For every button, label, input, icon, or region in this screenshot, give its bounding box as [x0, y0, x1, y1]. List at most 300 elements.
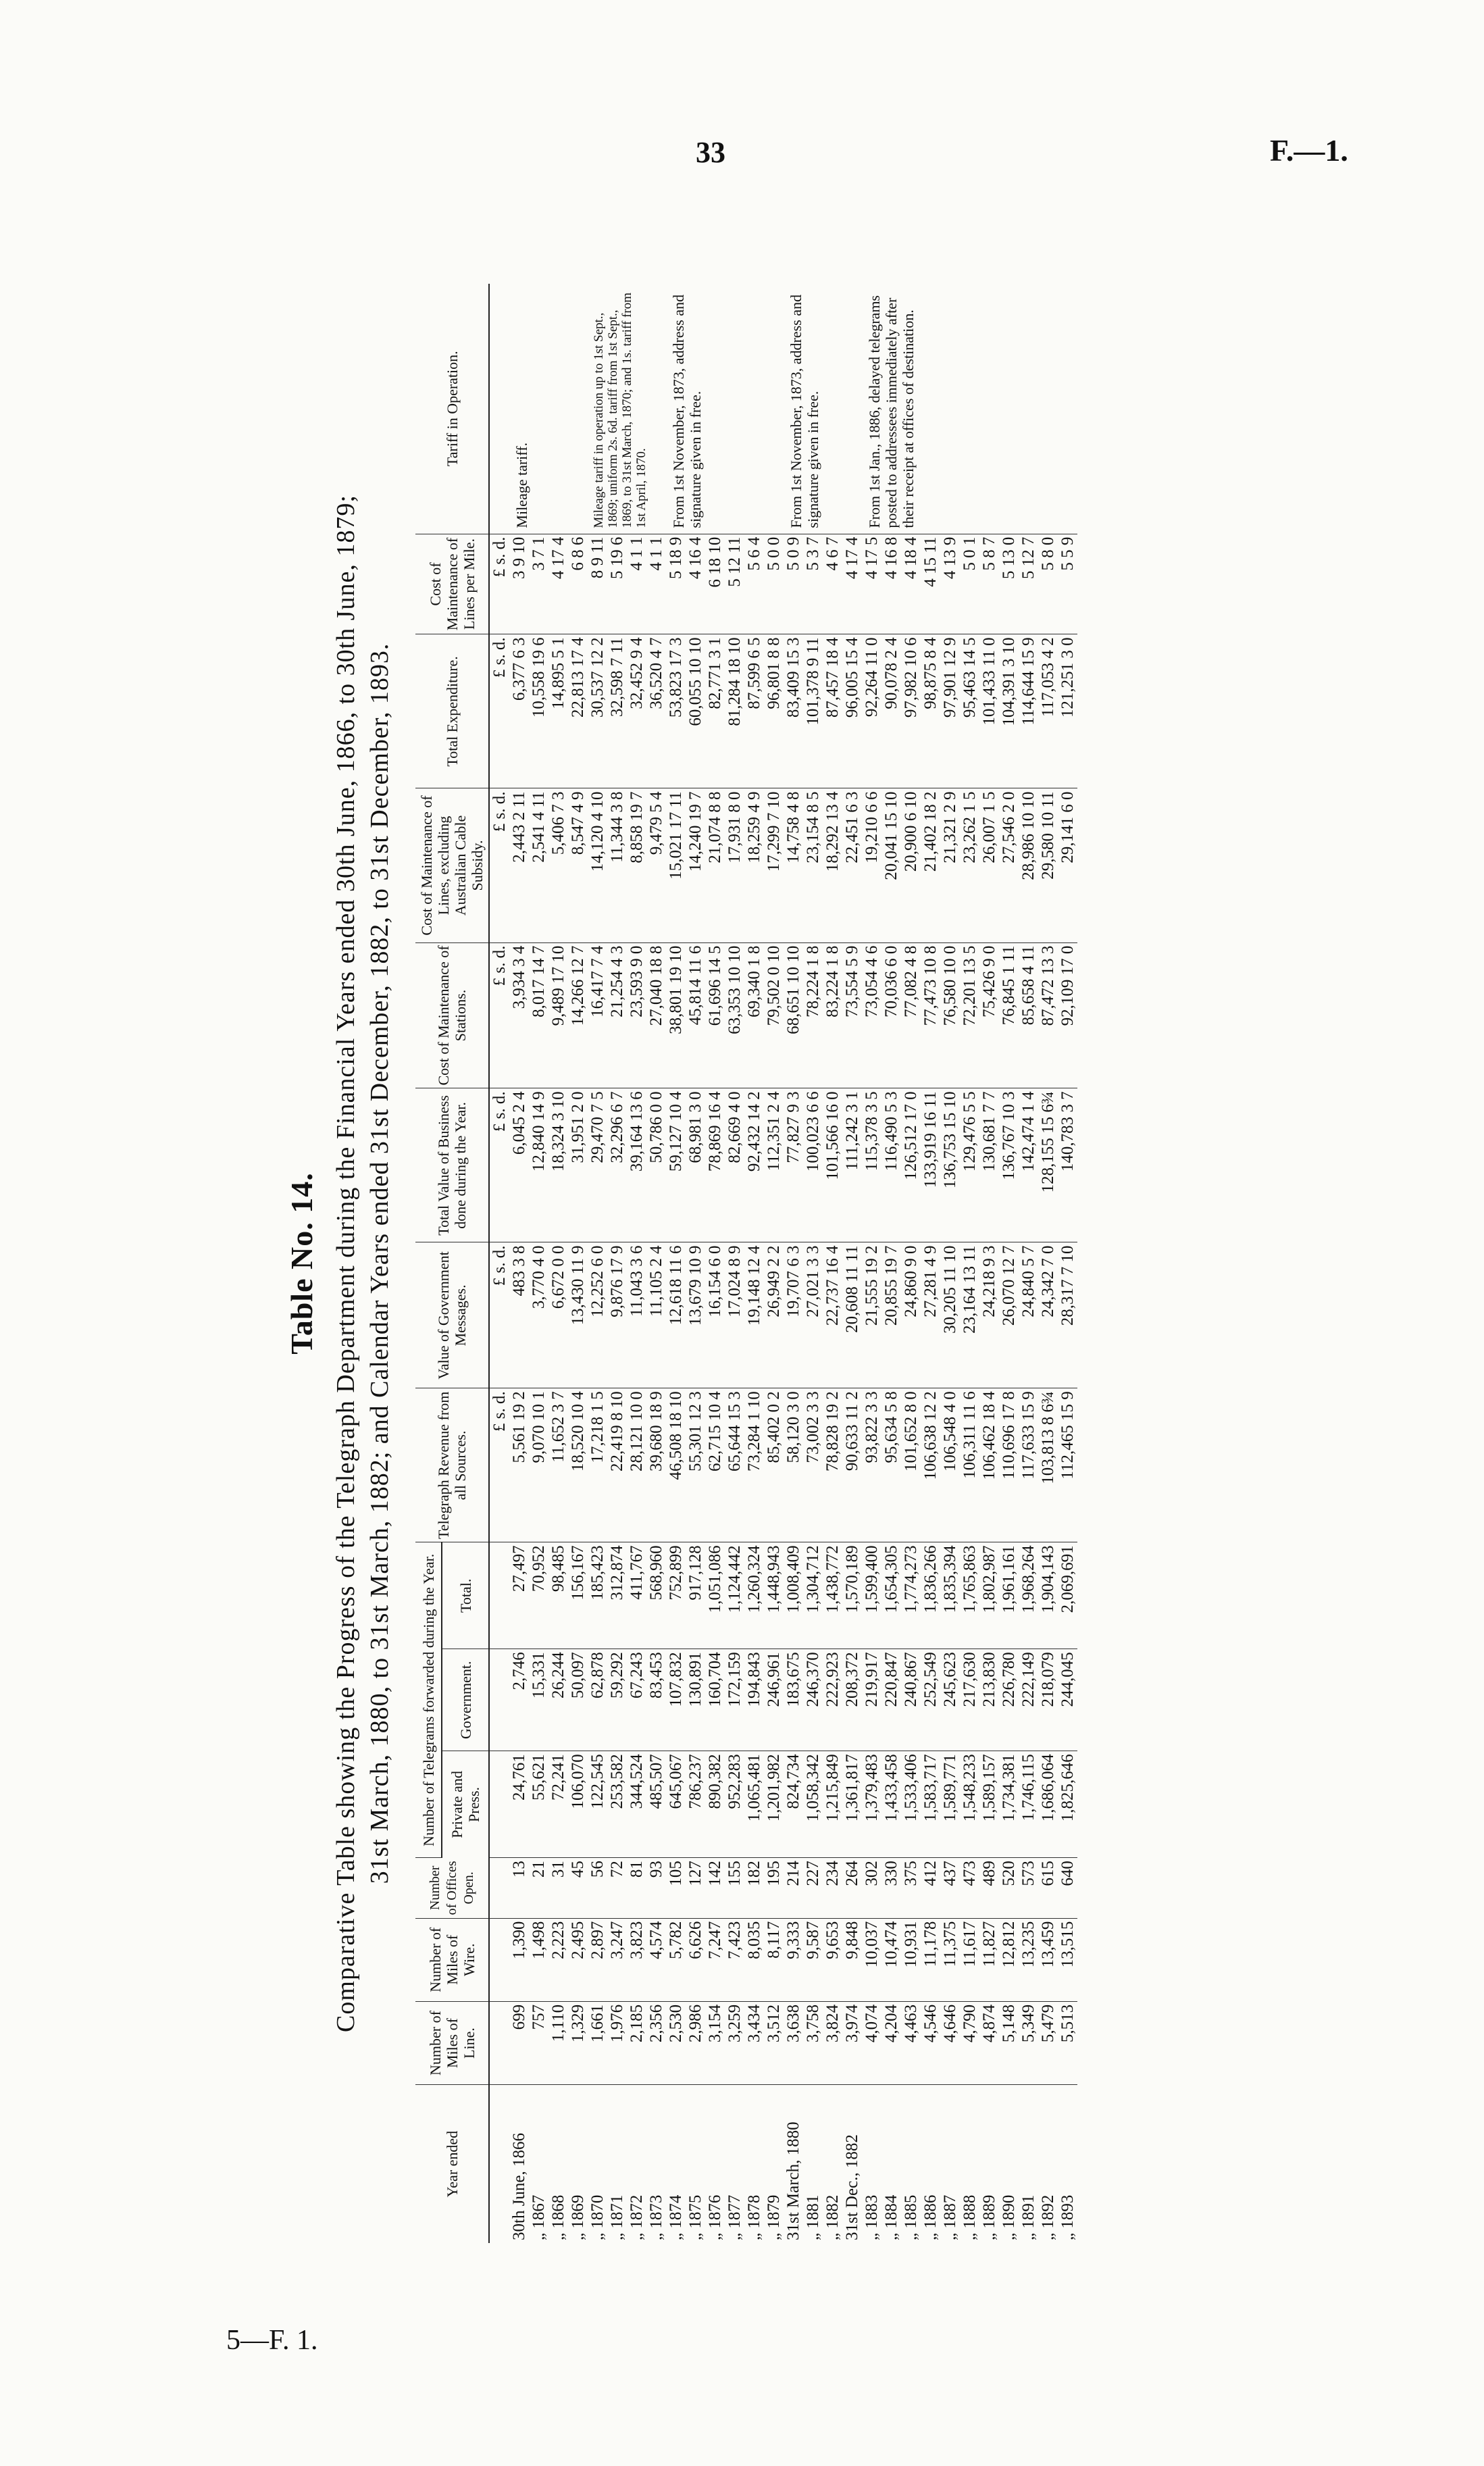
cell-government-messages: 27,281 4 9 [921, 1242, 940, 1388]
cell-government: 15,331 [529, 1649, 548, 1751]
cell-maintenance-stations: 38,801 19 10 [666, 942, 686, 1088]
cell-total-expenditure: 95,463 14 5 [960, 634, 979, 788]
cell-miles-of-line: 2,356 [646, 2001, 666, 2084]
cell-maintenance-lines: 17,299 7 10 [764, 788, 784, 942]
cell-business-value: 78,869 16 4 [705, 1088, 725, 1242]
cell-offices-open: 573 [1019, 1858, 1038, 1918]
cell-miles-of-line: 2,530 [666, 2001, 686, 2084]
cell-miles-of-wire: 9,333 [784, 1918, 803, 2001]
cell-miles-of-wire: 9,653 [823, 1918, 842, 2001]
cell-miles-of-wire: 9,587 [803, 1918, 823, 2001]
cell-total: 1,802,987 [979, 1542, 999, 1649]
cell-business-value: 18,324 3 10 [548, 1088, 568, 1242]
cell-revenue: 73,284 1 10 [744, 1388, 764, 1542]
cell-revenue: 78,828 19 2 [823, 1388, 842, 1542]
cell-miles-of-wire: 2,897 [588, 1918, 607, 2001]
cell-business-value: 59,127 10 4 [666, 1088, 686, 1242]
units-empty-cell [489, 1858, 509, 1918]
units-row [489, 284, 509, 2243]
header-total: Total. [442, 1542, 489, 1649]
cell-business-value: 50,786 0 0 [646, 1088, 666, 1242]
cell-private-press: 1,686,064 [1038, 1751, 1058, 1858]
cell-cost-per-mile: 5 8 0 [1038, 534, 1058, 634]
table-row [823, 284, 842, 2243]
cell-maintenance-stations: 23,593 9 0 [627, 942, 646, 1088]
cell-offices-open: 227 [803, 1858, 823, 1918]
cell-maintenance-stations: 61,696 14 5 [705, 942, 725, 1088]
cell-private-press: 1,361,817 [842, 1751, 862, 1858]
cell-government-messages: 13,430 11 9 [568, 1242, 588, 1388]
cell-private-press: 1,533,406 [901, 1751, 921, 1858]
cell-maintenance-lines: 21,321 2 9 [940, 788, 960, 942]
cell-year: „ 1877 [725, 2194, 744, 2240]
cell-government: 2,746 [509, 1649, 529, 1751]
cell-cost-per-mile: 4 6 7 [823, 534, 842, 634]
cell-private-press: 1,065,481 [744, 1751, 764, 1858]
table-row [509, 284, 529, 2243]
cell-revenue: 117,633 15 9 [1019, 1388, 1038, 1542]
cell-maintenance-lines: 21,402 18 2 [921, 788, 940, 942]
cell-government: 245,623 [940, 1649, 960, 1751]
cell-government: 67,243 [627, 1649, 646, 1751]
cell-total: 1,124,442 [725, 1542, 744, 1649]
cell-government-messages: 11,043 3 6 [627, 1242, 646, 1388]
cell-total: 156,167 [568, 1542, 588, 1649]
cell-total: 185,423 [588, 1542, 607, 1649]
cell-cost-per-mile: 5 0 9 [784, 534, 803, 634]
cell-offices-open: 93 [646, 1858, 666, 1918]
cell-government-messages: 483 3 8 [509, 1242, 529, 1388]
cell-cost-per-mile: 6 8 6 [568, 534, 588, 634]
cell-offices-open: 45 [568, 1858, 588, 1918]
cell-total: 1,570,189 [842, 1542, 862, 1649]
cell-business-value: 128,155 15 6¾ [1038, 1088, 1058, 1242]
cell-cost-per-mile: 5 5 9 [1058, 534, 1077, 634]
cell-private-press: 1,433,458 [881, 1751, 901, 1858]
cell-year: „ 1873 [647, 2194, 665, 2240]
table-row [764, 284, 784, 2243]
tariff-note: From 1st Jan., 1886, delayed telegrams posted to addressees immediately after their receipt at offices of destination. [866, 295, 917, 528]
cell-total-expenditure: 114,644 15 9 [1019, 634, 1038, 788]
cell-offices-open: 72 [607, 1858, 627, 1918]
cell-maintenance-stations: 63,353 10 10 [725, 942, 744, 1088]
cell-miles-of-line: 5,148 [999, 2001, 1019, 2084]
cell-miles-of-line: 4,646 [940, 2001, 960, 2084]
cell-maintenance-lines: 23,262 1 5 [960, 788, 979, 942]
cell-maintenance-lines: 2,541 4 11 [529, 788, 548, 942]
cell-government-messages: 20,855 19 7 [881, 1242, 901, 1388]
cell-government: 208,372 [842, 1649, 862, 1751]
cell-total-expenditure: 32,598 7 11 [607, 634, 627, 788]
cell-revenue: 106,311 11 6 [960, 1388, 979, 1542]
cell-miles-of-line: 3,512 [764, 2001, 784, 2084]
cell-private-press: 824,734 [784, 1751, 803, 1858]
cell-government-messages: 13,679 10 9 [686, 1242, 705, 1388]
cell-government: 222,923 [823, 1649, 842, 1751]
cell-total: 411,767 [627, 1542, 646, 1649]
cell-government: 59,292 [607, 1649, 627, 1751]
cell-cost-per-mile: 8 9 11 [588, 534, 607, 634]
cell-revenue: 101,652 8 0 [901, 1388, 921, 1542]
cell-government: 219,917 [862, 1649, 881, 1751]
cell-maintenance-stations: 70,036 6 0 [881, 942, 901, 1088]
cell-year: „ 1884 [882, 2194, 900, 2240]
cell-private-press: 1,589,157 [979, 1751, 999, 1858]
table-row [1038, 284, 1058, 2243]
cell-government-messages: 11,105 2 4 [646, 1242, 666, 1388]
cell-private-press: 1,379,483 [862, 1751, 881, 1858]
cell-revenue: 28,121 10 0 [627, 1388, 646, 1542]
units-empty-cell [489, 1918, 509, 2001]
cell-government: 213,830 [979, 1649, 999, 1751]
cell-business-value: 130,681 7 7 [979, 1088, 999, 1242]
cell-maintenance-lines: 23,154 8 5 [803, 788, 823, 942]
cell-total: 2,069,691 [1058, 1542, 1077, 1649]
header-government: Government. [442, 1649, 489, 1751]
cell-total-expenditure: 117,053 4 2 [1038, 634, 1058, 788]
cell-offices-open: 437 [940, 1858, 960, 1918]
header-year: Year ended [415, 2085, 489, 2243]
cell-miles-of-line: 4,074 [862, 2001, 881, 2084]
cell-government: 220,847 [881, 1649, 901, 1751]
cell-cost-per-mile: 4 1 1 [646, 534, 666, 634]
cell-private-press: 1,583,717 [921, 1751, 940, 1858]
cell-maintenance-lines: 11,344 3 8 [607, 788, 627, 942]
table-row [568, 284, 588, 2243]
table-row [803, 284, 823, 2243]
cell-total: 917,128 [686, 1542, 705, 1649]
footer-code: 5—F. 1. [226, 2325, 318, 2356]
units-empty-cell [489, 1649, 509, 1751]
cell-total: 1,968,264 [1019, 1542, 1038, 1649]
cell-miles-of-wire: 11,827 [979, 1918, 999, 2001]
cell-miles-of-wire: 13,235 [1019, 1918, 1038, 2001]
cell-government: 172,159 [725, 1649, 744, 1751]
cell-cost-per-mile: 5 19 6 [607, 534, 627, 634]
cell-miles-of-wire: 1,498 [529, 1918, 548, 2001]
cell-cost-per-mile: 5 6 4 [744, 534, 764, 634]
cell-total-expenditure: 60,055 10 10 [686, 634, 705, 788]
cell-revenue: 58,120 3 0 [784, 1388, 803, 1542]
table-row [548, 284, 568, 2243]
cell-miles-of-wire: 5,782 [666, 1918, 686, 2001]
cell-total: 98,485 [548, 1542, 568, 1649]
cell-offices-open: 195 [764, 1858, 784, 1918]
header-revenue: Telegraph Revenue from all Sources. [415, 1388, 489, 1542]
cell-year: „ 1892 [1039, 2194, 1057, 2240]
cell-business-value: 136,767 10 3 [999, 1088, 1019, 1242]
cell-cost-per-mile: 5 0 1 [960, 534, 979, 634]
cell-miles-of-wire: 2,223 [548, 1918, 568, 2001]
cell-miles-of-wire: 2,495 [568, 1918, 588, 2001]
cell-miles-of-line: 3,974 [842, 2001, 862, 2084]
cell-year: „ 1882 [823, 2194, 842, 2240]
cell-government-messages: 19,707 6 3 [784, 1242, 803, 1388]
cell-government: 218,079 [1038, 1649, 1058, 1751]
cell-government-messages: 12,252 6 0 [588, 1242, 607, 1388]
currency-unit-label: £ s. d. [489, 534, 509, 634]
cell-maintenance-stations: 77,082 4 8 [901, 942, 921, 1088]
cell-total: 1,008,409 [784, 1542, 803, 1649]
cell-tariff [784, 284, 862, 534]
cell-total: 568,960 [646, 1542, 666, 1649]
document-code: F.—1. [1270, 133, 1348, 168]
cell-maintenance-stations: 16,417 7 4 [588, 942, 607, 1088]
cell-maintenance-stations: 76,580 10 0 [940, 942, 960, 1088]
cell-offices-open: 56 [588, 1858, 607, 1918]
cell-year: „ 1889 [980, 2194, 998, 2240]
cell-government: 217,630 [960, 1649, 979, 1751]
units-empty-cell [489, 2001, 509, 2084]
cell-business-value: 68,981 3 0 [686, 1088, 705, 1242]
cell-miles-of-wire: 6,626 [686, 1918, 705, 2001]
cell-total: 1,835,394 [940, 1542, 960, 1649]
cell-government: 107,832 [666, 1649, 686, 1751]
cell-revenue: 93,822 3 3 [862, 1388, 881, 1542]
cell-business-value: 100,023 6 6 [803, 1088, 823, 1242]
cell-revenue: 18,520 10 4 [568, 1388, 588, 1542]
cell-government-messages: 20,608 11 11 [842, 1242, 862, 1388]
header-miles-of-line: Number of Miles of Line. [415, 2001, 489, 2084]
cell-private-press: 485,507 [646, 1751, 666, 1858]
cell-revenue: 62,715 10 4 [705, 1388, 725, 1542]
cell-total-expenditure: 104,391 3 10 [999, 634, 1019, 788]
cell-revenue: 106,462 18 4 [979, 1388, 999, 1542]
cell-government-messages: 9,876 17 9 [607, 1242, 627, 1388]
cell-government-messages: 27,021 3 3 [803, 1242, 823, 1388]
table-row [1019, 284, 1038, 2243]
cell-maintenance-lines: 22,451 6 3 [842, 788, 862, 942]
cell-tariff [666, 284, 784, 534]
cell-total: 1,304,712 [803, 1542, 823, 1649]
cell-government-messages: 3,770 4 0 [529, 1242, 548, 1388]
cell-maintenance-lines: 19,210 6 6 [862, 788, 881, 942]
currency-unit-label: £ s. d. [489, 1088, 509, 1242]
cell-government: 252,549 [921, 1649, 940, 1751]
cell-total: 1,599,400 [862, 1542, 881, 1649]
cell-government: 226,780 [999, 1649, 1019, 1751]
cell-government: 222,149 [1019, 1649, 1038, 1751]
units-empty-cell [489, 1751, 509, 1858]
cell-revenue: 106,638 12 2 [921, 1388, 940, 1542]
table-row [646, 284, 666, 2243]
table-row [842, 284, 862, 2243]
cell-government-messages: 24,342 7 0 [1038, 1242, 1058, 1388]
cell-offices-open: 473 [960, 1858, 979, 1918]
cell-business-value: 77,827 9 3 [784, 1088, 803, 1242]
table-row [901, 284, 921, 2243]
units-empty-cell [489, 284, 509, 534]
cell-business-value: 39,164 13 6 [627, 1088, 646, 1242]
cell-year: „ 1879 [765, 2194, 783, 2240]
cell-cost-per-mile: 3 9 10 [509, 534, 529, 634]
table-row [744, 284, 764, 2243]
currency-unit-label: £ s. d. [489, 788, 509, 942]
cell-miles-of-wire: 13,515 [1058, 1918, 1077, 2001]
cell-business-value: 32,296 6 7 [607, 1088, 627, 1242]
cell-maintenance-lines: 2,443 2 11 [509, 788, 529, 942]
cell-private-press: 344,524 [627, 1751, 646, 1858]
cell-total-expenditure: 87,599 6 5 [744, 634, 764, 788]
cell-government-messages: 6,672 0 0 [548, 1242, 568, 1388]
cell-private-press: 645,067 [666, 1751, 686, 1858]
cell-maintenance-lines: 14,240 19 7 [686, 788, 705, 942]
cell-year: „ 1871 [608, 2194, 626, 2240]
cell-business-value: 82,669 4 0 [725, 1088, 744, 1242]
cell-maintenance-stations: 27,040 18 8 [646, 942, 666, 1088]
cell-total-expenditure: 82,771 3 1 [705, 634, 725, 788]
cell-offices-open: 264 [842, 1858, 862, 1918]
cell-total-expenditure: 14,895 5 1 [548, 634, 568, 788]
cell-year: „ 1869 [569, 2194, 587, 2240]
cell-business-value: 112,351 2 4 [764, 1088, 784, 1242]
cell-offices-open: 155 [725, 1858, 744, 1918]
cell-total-expenditure: 98,875 8 4 [921, 634, 940, 788]
table-row [666, 284, 686, 2243]
cell-miles-of-wire: 11,375 [940, 1918, 960, 2001]
cell-maintenance-stations: 14,266 12 7 [568, 942, 588, 1088]
cell-private-press: 1,201,982 [764, 1751, 784, 1858]
cell-maintenance-stations: 21,254 4 3 [607, 942, 627, 1088]
cell-miles-of-wire: 7,423 [725, 1918, 744, 2001]
cell-government-messages: 23,164 13 11 [960, 1242, 979, 1388]
currency-unit-label: £ s. d. [489, 1388, 509, 1542]
table-row [862, 284, 881, 2243]
cell-cost-per-mile: 4 17 4 [842, 534, 862, 634]
cell-offices-open: 330 [881, 1858, 901, 1918]
cell-maintenance-lines: 20,041 15 10 [881, 788, 901, 942]
table-row [705, 284, 725, 2243]
cell-total-expenditure: 10,558 19 6 [529, 634, 548, 788]
cell-maintenance-stations: 8,017 14 7 [529, 942, 548, 1088]
cell-maintenance-stations: 77,473 10 8 [921, 942, 940, 1088]
cell-revenue: 39,680 18 9 [646, 1388, 666, 1542]
cell-business-value: 101,566 16 0 [823, 1088, 842, 1242]
cell-cost-per-mile: 4 1 1 [627, 534, 646, 634]
cell-offices-open: 21 [529, 1858, 548, 1918]
cell-business-value: 133,919 16 11 [921, 1088, 940, 1242]
cell-total: 27,497 [509, 1542, 529, 1649]
cell-maintenance-lines: 8,858 19 7 [627, 788, 646, 942]
cell-maintenance-lines: 17,931 8 0 [725, 788, 744, 942]
cell-offices-open: 127 [686, 1858, 705, 1918]
cell-cost-per-mile: 4 16 4 [686, 534, 705, 634]
cell-business-value: 111,242 3 1 [842, 1088, 862, 1242]
cell-maintenance-stations: 3,934 3 4 [509, 942, 529, 1088]
cell-total-expenditure: 90,078 2 4 [881, 634, 901, 788]
cell-government: 240,867 [901, 1649, 921, 1751]
cell-year: „ 1874 [667, 2194, 685, 2240]
cell-maintenance-stations: 69,340 1 8 [744, 942, 764, 1088]
cell-miles-of-line: 3,154 [705, 2001, 725, 2084]
table-row [940, 284, 960, 2243]
cell-miles-of-line: 4,546 [921, 2001, 940, 2084]
cell-private-press: 72,241 [548, 1751, 568, 1858]
cell-business-value: 29,470 7 5 [588, 1088, 607, 1242]
cell-miles-of-wire: 10,474 [881, 1918, 901, 2001]
cell-revenue: 103,813 8 6¾ [1038, 1388, 1058, 1542]
cell-government-messages: 28,317 7 10 [1058, 1242, 1077, 1388]
cell-cost-per-mile: 6 18 10 [705, 534, 725, 634]
cell-maintenance-lines: 8,547 4 9 [568, 788, 588, 942]
cell-cost-per-mile: 4 16 8 [881, 534, 901, 634]
table-title-line-2: 31st March, 1880, to 31st March, 1882; and Calendar Years ended 31st December, 1882, to 31st December, 1893. [365, 643, 394, 1884]
cell-cost-per-mile: 4 13 9 [940, 534, 960, 634]
table-title-line-1: Comparative Table showing the Progress of the Telegraph Department during the Financial Years ended 30th June, 1866, to 30th June, 1879; [332, 495, 360, 2032]
cell-miles-of-line: 3,824 [823, 2001, 842, 2084]
cell-cost-per-mile: 4 15 11 [921, 534, 940, 634]
rotated-table-sheet [257, 277, 1418, 2250]
header-offices-open: Number of Offices Open. [415, 1858, 489, 1918]
tariff-note: From 1st November, 1873, address and signature given in free. [670, 295, 704, 528]
cell-revenue: 5,561 19 2 [509, 1388, 529, 1542]
cell-cost-per-mile: 4 18 4 [901, 534, 921, 634]
cell-maintenance-stations: 73,554 5 9 [842, 942, 862, 1088]
header-business-value: Total Value of Business done during the Year. [415, 1088, 489, 1242]
cell-year: „ 1883 [863, 2194, 881, 2240]
cell-miles-of-wire: 7,247 [705, 1918, 725, 2001]
cell-miles-of-wire: 10,037 [862, 1918, 881, 2001]
table-row [1058, 284, 1077, 2243]
cell-total-expenditure: 83,409 15 3 [784, 634, 803, 788]
cell-private-press: 786,237 [686, 1751, 705, 1858]
cell-maintenance-lines: 27,546 2 0 [999, 788, 1019, 942]
cell-cost-per-mile: 5 8 7 [979, 534, 999, 634]
table-body [489, 284, 1077, 2243]
cell-total: 1,836,266 [921, 1542, 940, 1649]
cell-miles-of-wire: 3,823 [627, 1918, 646, 2001]
cell-maintenance-lines: 9,479 5 4 [646, 788, 666, 942]
cell-private-press: 253,582 [607, 1751, 627, 1858]
table-row [607, 284, 627, 2243]
cell-government: 50,097 [568, 1649, 588, 1751]
cell-year: „ 1891 [1019, 2194, 1038, 2240]
cell-total: 1,438,772 [823, 1542, 842, 1649]
cell-total-expenditure: 97,901 12 9 [940, 634, 960, 788]
cell-maintenance-stations: 87,472 13 3 [1038, 942, 1058, 1088]
cell-miles-of-line: 1,110 [548, 2001, 568, 2084]
cell-revenue: 106,548 4 0 [940, 1388, 960, 1542]
cell-maintenance-lines: 21,074 8 8 [705, 788, 725, 942]
header-tariff: Tariff in Operation. [415, 284, 489, 534]
cell-maintenance-stations: 79,502 0 10 [764, 942, 784, 1088]
cell-offices-open: 489 [979, 1858, 999, 1918]
cell-business-value: 6,045 2 4 [509, 1088, 529, 1242]
table-row [784, 284, 803, 2243]
cell-total-expenditure: 96,005 15 4 [842, 634, 862, 788]
cell-year: 30th June, 1866 [510, 2132, 528, 2240]
cell-cost-per-mile: 5 13 0 [999, 534, 1019, 634]
table-row [529, 284, 548, 2243]
cell-government-messages: 26,070 12 7 [999, 1242, 1019, 1388]
cell-revenue: 22,419 8 10 [607, 1388, 627, 1542]
cell-maintenance-lines: 14,120 4 10 [588, 788, 607, 942]
cell-total: 1,774,273 [901, 1542, 921, 1649]
cell-tariff [862, 284, 1077, 534]
cell-total-expenditure: 121,251 3 0 [1058, 634, 1077, 788]
cell-business-value: 140,783 3 7 [1058, 1088, 1077, 1242]
cell-year: „ 1887 [941, 2194, 959, 2240]
cell-miles-of-line: 1,976 [607, 2001, 627, 2084]
cell-tariff [588, 284, 666, 534]
header-government-messages: Value of Government Messages. [415, 1242, 489, 1388]
cell-offices-open: 302 [862, 1858, 881, 1918]
cell-miles-of-line: 4,874 [979, 2001, 999, 2084]
cell-year: „ 1868 [549, 2194, 567, 2240]
cell-year: „ 1870 [588, 2194, 607, 2240]
cell-maintenance-lines: 20,900 6 10 [901, 788, 921, 942]
cell-maintenance-lines: 15,021 17 11 [666, 788, 686, 942]
